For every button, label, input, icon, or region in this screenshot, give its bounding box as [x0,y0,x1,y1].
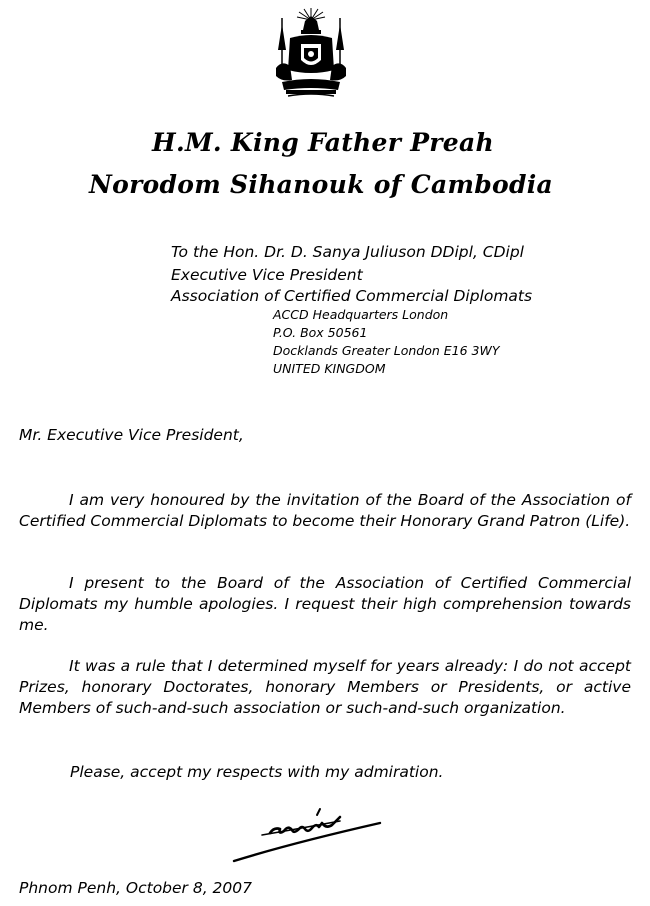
address-line: Docklands Greater London E16 3WY [273,343,500,358]
body-paragraph: I present to the Board of the Association of Certified Commercial Diplomats my humble apologies. I request their high comprehension towards me. [19,574,631,634]
closing-line: Please, accept my respects with my admiration. [70,763,444,781]
body-paragraph: I am very honoured by the invitation of the Board of the Association of Certified Commercial Diplomats to become their Honorary Grand Patron (Life). [19,491,631,530]
letter-heading-line-2: Norodom Sihanouk of Cambodia [88,170,554,199]
place-and-date: Phnom Penh, October 8, 2007 [19,879,253,897]
recipient-organization: Association of Certified Commercial Diplomats [171,287,533,305]
body-paragraph: It was a rule that I determined myself for years already: I do not accept Prizes, honorary Doctorates, honorary Members or Presidents, or active Members of such-and-such association or such-and-such organization. [19,657,631,717]
royal-coat-of-arms-icon [268,6,354,102]
letter-heading-line-1: H.M. King Father Preah [152,128,494,157]
address-line: P.O. Box 50561 [273,325,368,340]
handwritten-signature [222,803,382,869]
address-line: UNITED KINGDOM [273,361,386,376]
salutation: Mr. Executive Vice President, [19,426,244,444]
recipient-title: Executive Vice President [171,266,363,284]
address-line: ACCD Headquarters London [273,307,449,322]
recipient-name: To the Hon. Dr. D. Sanya Juliuson DDipl, CDipl [171,243,524,261]
